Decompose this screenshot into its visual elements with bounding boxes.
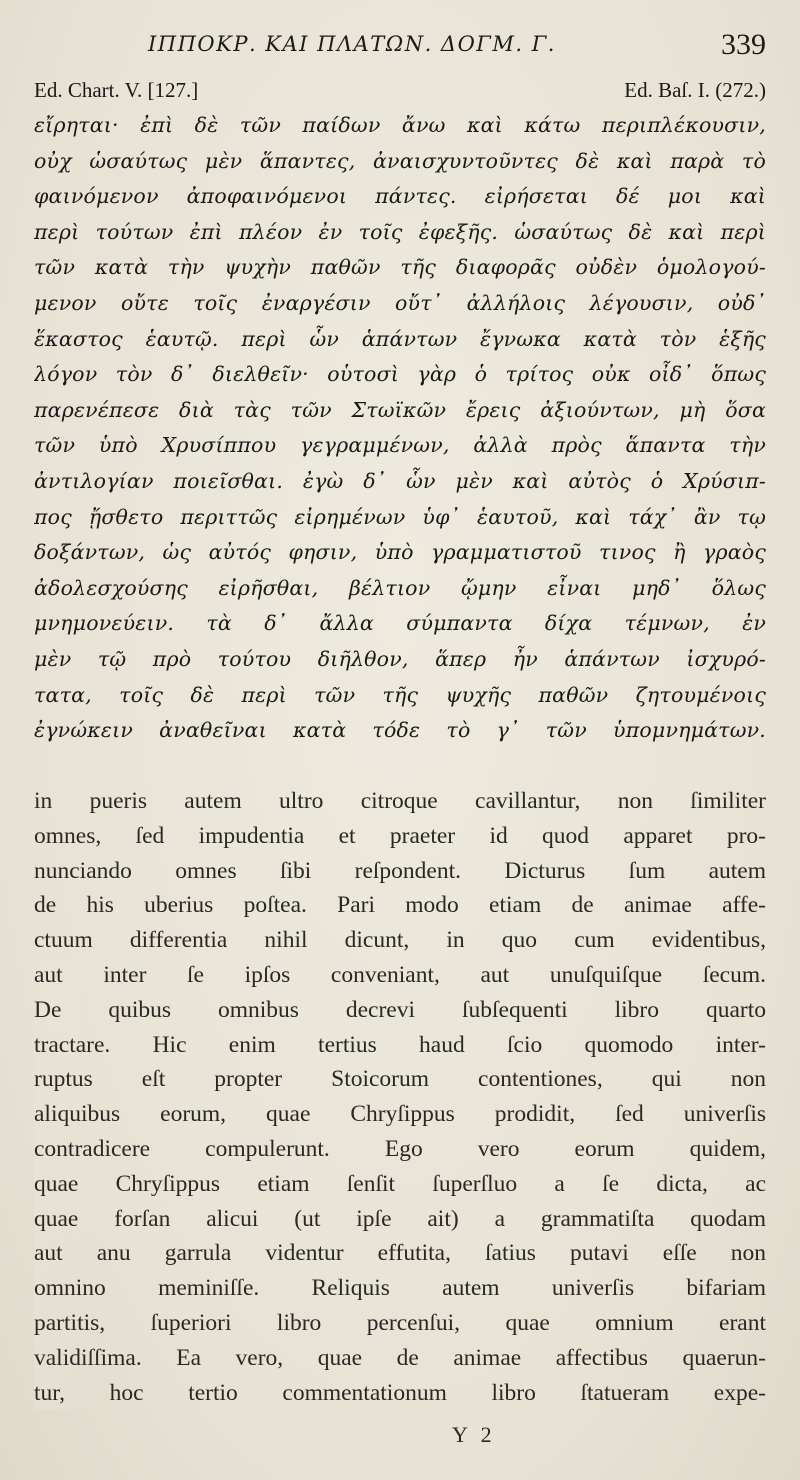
edition-basel-reference: Ed. Baſ. I. (272.): [624, 78, 766, 102]
edition-chart-reference: Ed. Chart. V. [127.]: [34, 78, 199, 102]
greek-line: φαινόμενον ἀποφαινόμενοι πάντες. εἰρήσεται δέ μοι καὶ: [34, 184, 766, 209]
latin-line: ctuum differentia nihil dicunt, in quo cum evidentibus,: [34, 927, 766, 954]
greek-line: μὲν τῷ πρὸ τούτου διῆλθον, ἅπερ ἦν ἁπάντων ἰσχυρό-: [34, 646, 766, 671]
running-head: [0, 28, 800, 68]
latin-line: in pueris autem ultro citroque cavillantur, non ſimiliter: [34, 788, 766, 814]
latin-line: tur, hoc tertio commentationum libro ſtatueram expe-: [34, 1376, 766, 1411]
latin-text-block: [34, 784, 766, 1410]
greek-line: τατα, τοῖς δὲ περὶ τῶν τῆς ψυχῆς παθῶν ζητουμένοις: [34, 682, 766, 707]
latin-line: ruptus eſt propter Stoicorum contentiones, qui non: [34, 1062, 766, 1097]
latin-line: contradicere compulerunt. Ego vero eorum quidem,: [34, 1132, 766, 1167]
latin-line: omnino meminiſſe. Reliquis autem univerſis bifariam: [34, 1271, 766, 1306]
greek-line: παρενέπεσε διὰ τὰς τῶν Στωϊκῶν ἔρεις ἀξιούντων, μὴ ὅσα: [34, 397, 766, 422]
latin-line: nunciando omnes ſibi reſpondent. Dicturus ſum autem: [34, 857, 766, 884]
greek-line: δοξάντων, ὡς αὐτός φησιν, ὑπὸ γραμματιστοῦ τινος ἢ γραὸς: [34, 540, 766, 565]
greek-text-block: [34, 108, 766, 749]
latin-line: quae forſan alicui (ut ipſe ait) a grammatiſta quodam: [34, 1202, 766, 1237]
latin-line: aliquibus eorum, quae Chryſippus prodidit, ſed univerſis: [34, 1097, 766, 1132]
greek-line: οὐχ ὡσαύτως μὲν ἅπαντες, ἀναισχυντοῦντες δὲ καὶ παρὰ τὸ: [34, 148, 766, 173]
latin-line: tractare. Hic enim tertius haud ſcio quomodo inter-: [34, 1028, 766, 1063]
latin-line: aut inter ſe ipſos conveniant, aut unuſquiſque ſecum.: [34, 958, 766, 993]
latin-line: omnes, ſed impudentia et praeter id quod apparet pro-: [34, 822, 766, 849]
greek-line: πος ᾔσθετο περιττῶς εἰρημένων ὑφ᾽ ἑαυτοῦ, καὶ τάχ᾽ ἂν τῳ: [34, 504, 766, 529]
greek-line: ἀδολεσχούσης εἰρῆσθαι, βέλτιον ᾤμην εἶναι μηδ᾽ ὅλως: [34, 575, 766, 600]
greek-line: μνημονεύειν. τὰ δ᾽ ἄλλα σύμπαντα δίχα τέμνων, ἐν: [34, 611, 766, 636]
latin-line: validiſſima. Ea vero, quae de animae affectibus quaerun-: [34, 1341, 766, 1376]
greek-line: ἐγνώκειν ἀναθεῖναι κατὰ τόδε τὸ γ᾽ τῶν ὑπομνημάτων.: [34, 718, 766, 743]
greek-line: μενον οὔτε τοῖς ἐναργέσιν οὔτ᾽ ἀλλήλοις λέγουσιν, οὐδ᾽: [34, 290, 766, 315]
latin-line: partitis, ſuperiori libro percenſui, quae omnium erant: [34, 1306, 766, 1341]
greek-line: ἕκαστος ἑαυτῷ. περὶ ὧν ἁπάντων ἔγνωκα κατὰ τὸν ἑξῆς: [34, 326, 766, 351]
latin-line: quae Chryſippus etiam ſenſit ſuperſluo a ſe dicta, ac: [34, 1167, 766, 1202]
greek-line: λόγον τὸν δ᾽ διελθεῖν· οὑτοσὶ γὰρ ὁ τρίτος οὐκ οἶδ᾽ ὅπως: [34, 362, 766, 387]
greek-line: περὶ τούτων ἐπὶ πλέον ἐν τοῖς ἐφεξῆς. ὡσαύτως δὲ καὶ περὶ: [34, 219, 766, 244]
page-number: 339: [721, 28, 766, 61]
edition-references: [34, 78, 766, 106]
running-title: ΙΠΠΟΚΡ. ΚΑΙ ΠΛΑΤΩΝ. ΔΟΓΜ. Γ.: [148, 32, 556, 56]
latin-line: De quibus omnibus decrevi ſubſequenti libro quarto: [34, 993, 766, 1028]
signature-mark: Y 2: [452, 1422, 496, 1447]
greek-line: τῶν ὑπὸ Χρυσίππου γεγραμμένων, ἀλλὰ πρὸς ἅπαντα τὴν: [34, 433, 766, 458]
greek-line: εἴρηται· ἐπὶ δὲ τῶν παίδων ἄνω καὶ κάτω περιπλέκουσιν,: [34, 113, 766, 137]
latin-line: aut anu garrula videntur effutita, ſatius putavi eſſe non: [34, 1236, 766, 1271]
latin-line: de his uberius poſtea. Pari modo etiam de animae affe-: [34, 892, 766, 919]
greek-line: τῶν κατὰ τὴν ψυχὴν παθῶν τῆς διαφορᾶς οὐδὲν ὁμολογού-: [34, 255, 766, 280]
greek-line: ἀντιλογίαν ποιεῖσθαι. ἐγὼ δ᾽ ὧν μὲν καὶ αὐτὸς ὁ Χρύσιπ-: [34, 468, 766, 493]
